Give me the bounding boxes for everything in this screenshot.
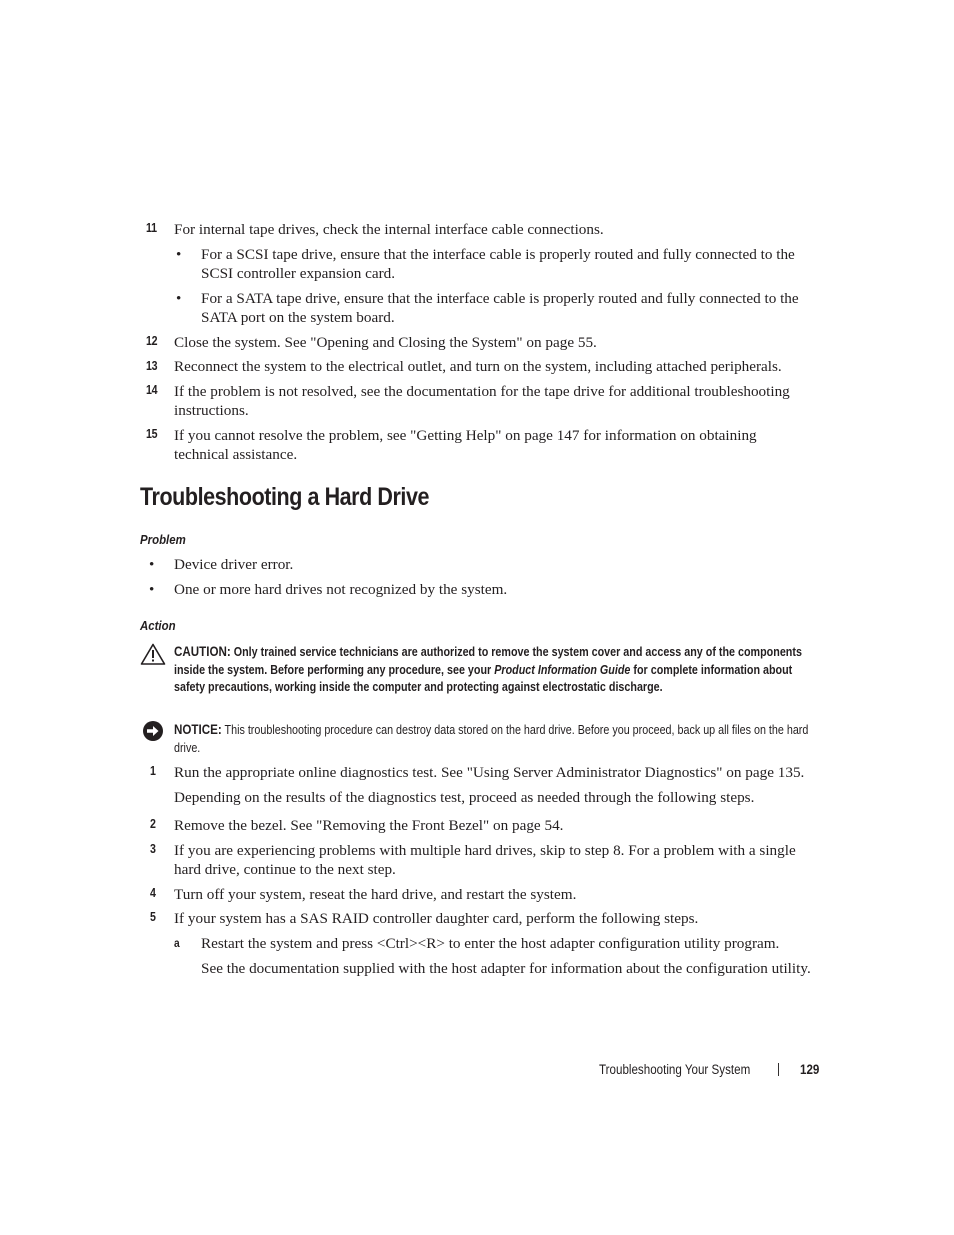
step-number: 14 [146,383,158,397]
step-text: Run the appropriate online diagnostics test. See "Using Server Administrator Diagnostics" on page 135. [174,764,805,781]
step-number: 4 [150,886,156,900]
step-number: 2 [150,817,156,831]
bullet-marker: • [176,246,182,263]
caution-text: Only trained service technicians are authorized to remove the system cover and access any of the components inside the system. Before performing any procedure, see your [174,645,802,677]
notice-text: This troubleshooting procedure can destroy data stored on the hard drive. Before you proceed, back up all files on the hard drive. [174,723,809,755]
notice-icon [142,720,164,742]
problem-item: Device driver error. [174,556,294,573]
step-number: 1 [150,764,156,778]
step-text: If your system has a SAS RAID controller daughter card, perform the following steps. [174,910,699,927]
problem-item: One or more hard drives not recognized by the system. [174,581,508,598]
step-text: Close the system. See "Opening and Closing the System" on page 55. [174,334,597,351]
step-number: 5 [150,910,156,924]
caution-icon [140,643,166,665]
step-text: If the problem is not resolved, see the documentation for the tape drive for additional troubleshooting instructions. [174,383,790,419]
step-number: 3 [150,842,156,856]
problem-subheading: Problem [140,532,186,547]
step-text: Remove the bezel. See "Removing the Front Bezel" on page 54. [174,817,564,834]
caution-text-end: for complete information about safety precautions, working inside the computer and protecting against electrostatic discharge. [174,662,793,694]
step-text: Reconnect the system to the electrical outlet, and turn on the system, including attached peripherals. [174,358,782,375]
step-number: 13 [146,359,158,373]
step-text: Turn off your system, reseat the hard drive, and restart the system. [174,886,577,903]
step-number: 11 [146,221,157,235]
step-extra-text: Depending on the results of the diagnostics test, proceed as needed through the following steps. [174,789,755,806]
action-subheading: Action [140,618,176,633]
notice-note [174,721,819,757]
footer-chapter: Troubleshooting Your System [599,1062,751,1077]
bullet-text: For a SATA tape drive, ensure that the interface cable is properly routed and fully connected to the SATA port on the system board. [201,290,799,326]
bullet-marker: • [149,581,155,598]
bullet-marker: • [149,556,155,573]
step-number: 15 [146,427,158,441]
step-number: 12 [146,334,158,348]
page-number: 129 [800,1062,820,1077]
bullet-marker: • [176,290,182,307]
notice-label: NOTICE: [174,722,222,737]
substep-text: Restart the system and press <Ctrl><R> to enter the host adapter configuration utility program. [201,935,780,952]
step-text: If you are experiencing problems with multiple hard drives, skip to step 8. For a problem with a single hard drive, continue to the next step. [174,842,796,878]
substep-label: a [174,936,180,950]
caution-note [174,643,819,697]
step-text: If you cannot resolve the problem, see "Getting Help" on page 147 for information on obtaining technical assistance. [174,427,757,463]
section-heading: Troubleshooting a Hard Drive [140,483,430,511]
substep-extra-text: See the documentation supplied with the host adapter for information about the configuration utility. [201,960,811,977]
step-text: For internal tape drives, check the internal interface cable connections. [174,221,604,238]
bullet-text: For a SCSI tape drive, ensure that the interface cable is properly routed and fully connected to the SCSI controller expansion card. [201,246,795,282]
footer-separator: | [777,1061,781,1076]
caution-label: CAUTION: [174,644,231,659]
product-guide-title: Product Information Guide [494,662,631,677]
